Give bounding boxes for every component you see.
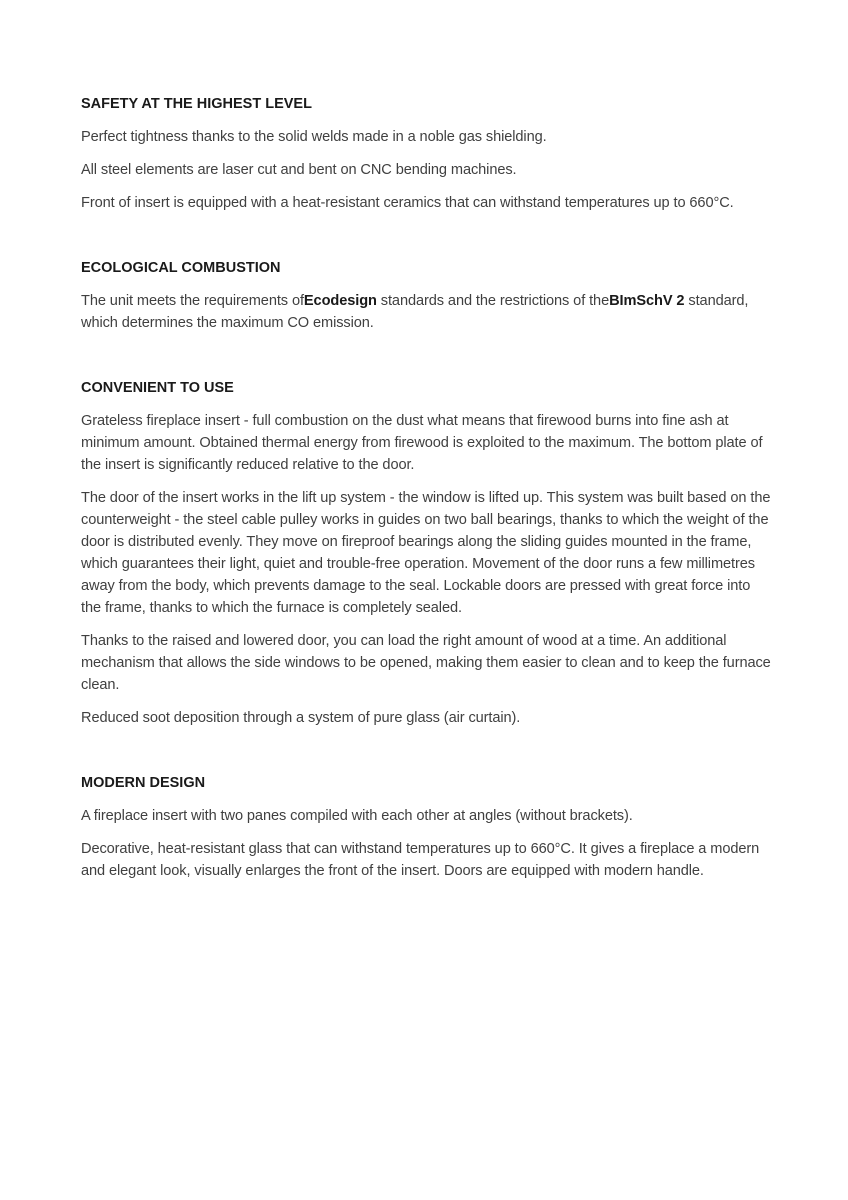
section-modern-design xyxy=(81,773,771,882)
bimschv-term: BImSchV 2 xyxy=(609,293,685,309)
paragraph: The door of the insert works in the lift up system - the window is lifted up. This system was built based on the counterweight - the steel cable pulley works in guides on two ball bearings, thanks to which the weight of the door is distributed evenly. They move on fireproof bearings along the sliding guides mounted in the frame, which guarantees their light, quiet and trouble-free operation. Movement of the door runs a few millimetres away from the body, which prevents damage to the seal. Lockable doors are pressed with great force into the frame, thanks to which the furnace is completely sealed. xyxy=(81,490,771,616)
section-heading: CONVENIENT TO USE xyxy=(81,380,234,396)
paragraph: Grateless fireplace insert - full combustion on the dust what means that firewood burns into fine ash at minimum amount. Obtained thermal energy from firewood is exploited to the maximum. The bottom plate of the insert is significantly reduced relative to the door. xyxy=(81,413,763,473)
paragraph: Decorative, heat-resistant glass that can withstand temperatures up to 660°C. It gives a fireplace a modern and elegant look, visually enlarges the front of the insert. Doors are equipped with modern handle. xyxy=(81,841,760,879)
section-convenient xyxy=(81,378,771,729)
ecodesign-term: Ecodesign xyxy=(303,293,377,309)
section-safety xyxy=(81,94,771,214)
paragraph: All steel elements are laser cut and bent on CNC bending machines. xyxy=(81,162,517,178)
section-heading: SAFETY AT THE HIGHEST LEVEL xyxy=(81,96,312,112)
document-content xyxy=(81,94,771,882)
paragraph: A fireplace insert with two panes compiled with each other at angles (without brackets). xyxy=(81,808,633,824)
paragraph xyxy=(81,290,771,334)
paragraph: Thanks to the raised and lowered door, you can load the right amount of wood at a time. An additional mechanism that allows the side windows to be opened, making them easier to clean and to keep the furnace clean. xyxy=(81,633,771,693)
section-heading: MODERN DESIGN xyxy=(81,775,206,791)
paragraph: Front of insert is equipped with a heat-resistant ceramics that can withstand temperatures up to 660°C. xyxy=(81,195,734,211)
paragraph: Reduced soot deposition through a system of pure glass (air curtain). xyxy=(81,710,521,726)
paragraph-text: standards and the restrictions of the xyxy=(376,293,610,309)
paragraph-text: standard, which determines the maximum CO emission. xyxy=(81,293,749,331)
section-ecological xyxy=(81,258,771,334)
paragraph: Perfect tightness thanks to the solid welds made in a noble gas shielding. xyxy=(81,129,547,145)
section-heading: ECOLOGICAL COMBUSTION xyxy=(81,260,281,276)
paragraph-text: The unit meets the requirements of xyxy=(81,293,304,309)
